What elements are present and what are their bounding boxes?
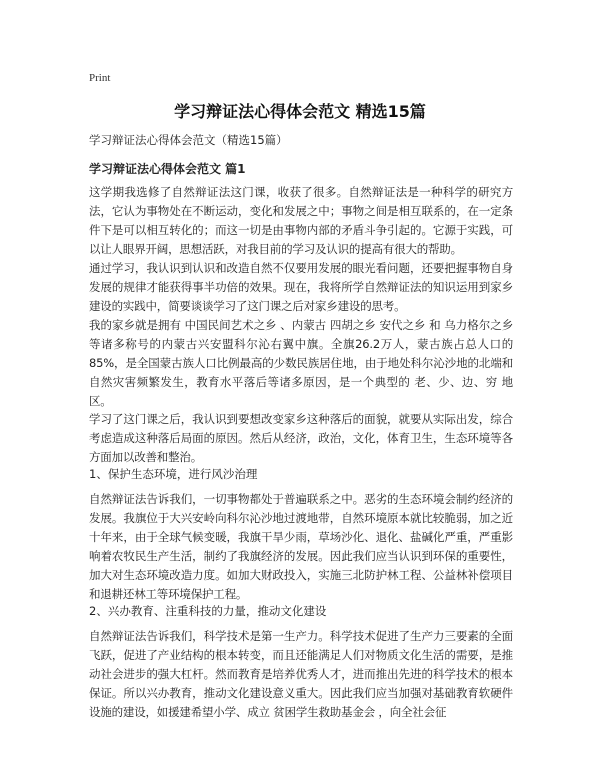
section-heading: 学习辩证法心得体会范文 篇1 <box>89 162 246 176</box>
paragraph: 我的家乡就是拥有 中国民间艺术之乡 、内蒙古 四胡之乡 安代之乡 和 乌力格尔之乡 等诸多称号的内蒙古兴安盟科尔沁右翼中旗。全旗26.2万人，蒙古族占总人口的85%，是全国蒙古族人口比例最高的少数民族居住地，由于地处科尔沁沙地的北端和自然灾害频繁发生，教育水平落后等诸多原因，是一个典型的 老、少、边、穷 地区。 <box>89 318 513 408</box>
paragraph: 通过学习，我认识到认识和改造自然不仅要用发展的眼光看问题，还要把握事物自身发展的规律才能获得事半功倍的效果。现在，我将所学自然辩证法的知识运用到家乡建设的实践中，简要谈谈学习了这门课之后对家乡建设的思考。 <box>89 261 513 313</box>
paragraph: 自然辩证法告诉我们，科学技术是第一生产力。科学技术促进了生产力三要素的全面飞跃，促进了产业结构的根本转变，而且还能满足人们对物质文化生活的需要，是推动社会进步的强大杠杆。然而教育是培养优秀人才，进而推出先进的科学技术的根本保证。所以兴办教育，推动文化建设意义重大。因此我们应当加强对基础教育软硬件设施的建设，如援建希望小学、成立 贫困学生救助基金会 ，向全社会征 <box>89 629 513 719</box>
subsection-heading: 2、兴办教育、注重科技的力量，推动文化建设 <box>89 604 327 618</box>
document-title: 学习辩证法心得体会范文 精选15篇 <box>174 102 426 121</box>
subsection-heading: 1、保护生态环境，进行风沙治理 <box>89 467 258 481</box>
document-subtitle: 学习辩证法心得体会范文（精选15篇） <box>89 133 288 147</box>
paragraph: 自然辩证法告诉我们，一切事物都处于普遍联系之中。恶劣的生态环境会制约经济的发展。我旗位于大兴安岭向科尔沁沙地过渡地带，自然环境原本就比较脆弱，加之近十年来，由于全球气候变暖，我旗干旱少雨，草场沙化、退化、盐碱化严重，严重影响着农牧民生产生活，制约了我旗经济的发展。因此我们应当认识到环保的重要性，加大对生态环境改造力度。如加大财政投入，实施三北防护林工程、公益林补偿项目和退耕还林工等环境保护工程。 <box>89 492 513 601</box>
paragraph: 学习了这门课之后，我认识到要想改变家乡这种落后的面貌，就要从实际出发，综合考虑造成这种落后局面的原因。然后从经济，政治，文化，体育卫生，生态环境等各方面加以改善和整治。 <box>89 412 513 464</box>
paragraph: 这学期我选修了自然辩证法这门课，收获了很多。自然辩证法是一种科学的研究方法，它认为事物处在不断运动，变化和发展之中；事物之间是相互联系的，在一定条件下是可以相互转化的；而这一切是由事物内部的矛盾斗争引起的。它源于实践，可以让人眼界开阔，思想活跃，对我目前的学习及认识的提高有很大的帮助。 <box>89 185 513 256</box>
print-link[interactable]: Print <box>89 72 111 84</box>
